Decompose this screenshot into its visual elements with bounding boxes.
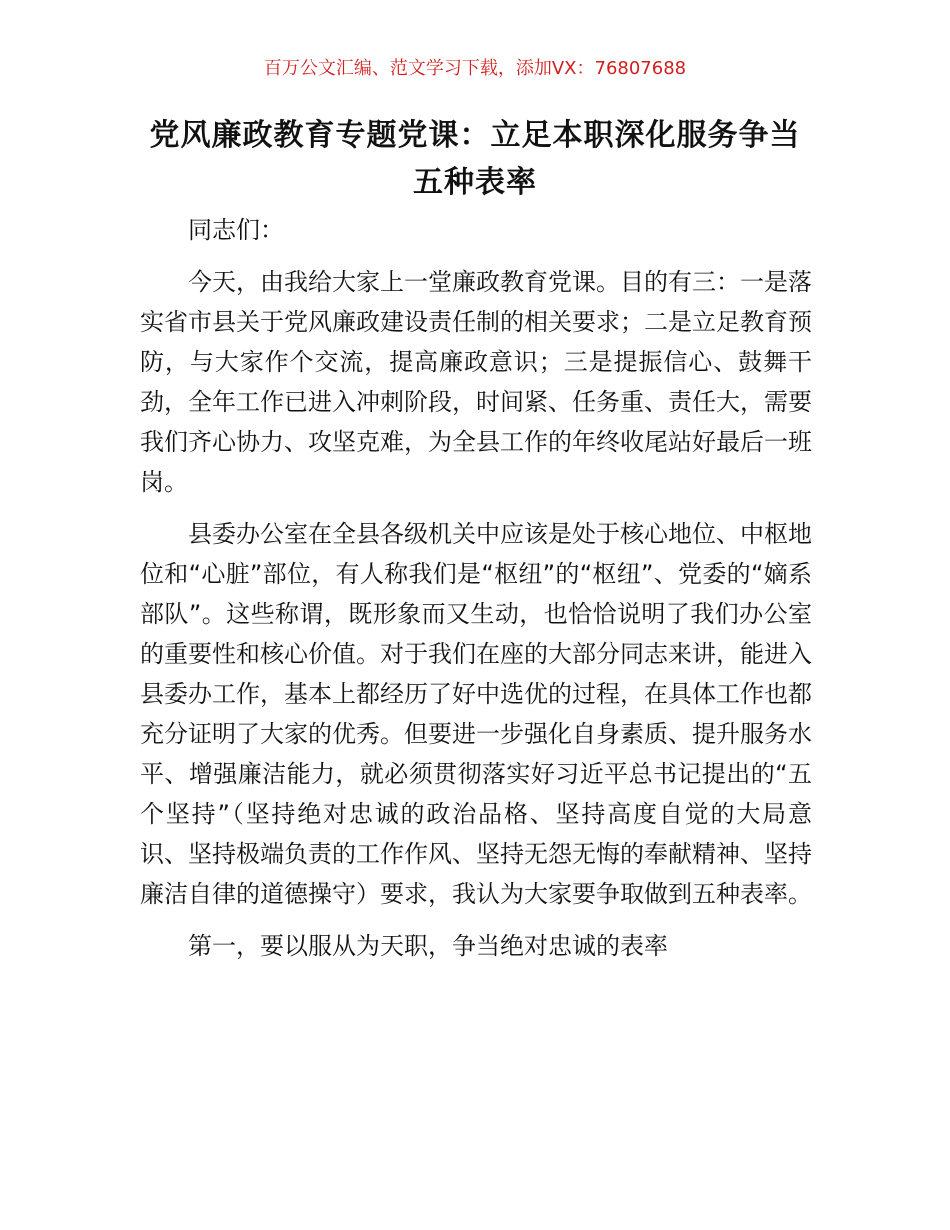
paragraph-1: 今天，由我给大家上一堂廉政教育党课。目的有三：一是落实省市县关于党风廉政建设责任制的相关要求；二是立足教育预防，与大家作个交流，提高廉政意识；三是提振信心、鼓舞干劲，全年工作已进入冲刺阶段，时间紧、任务重、责任大，需要我们齐心协力、攻坚克难，为全县工作的年终收尾站好最后一班岗。 (140, 268, 812, 496)
header-note: 百万公文汇编、范文学习下载，添加VX：76807688 (263, 58, 687, 79)
section-heading-1: 第一，要以服从为天职，争当绝对忠诚的表率 (188, 932, 668, 960)
paragraph-2: 县委办公室在全县各级机关中应该是处于核心地位、中枢地位和“心脏”部位，有人称我们是“枢纽”的“枢纽”、党委的“嫡系部队”。这些称谓，既形象而又生动，也恰恰说明了我们办公室的重要性和核心价值。对于我们在座的大部分同志来讲，能进入县委办工作，基本上都经历了好中选优的过程，在具体工作也都充分证明了大家的优秀。但要进一步强化自身素质、提升服务水平、增强廉洁能力，就必须贯彻落实好习近平总书记提出的“五个坚持”（坚持绝对忠诚的政治品格、坚持高度自觉的大局意识、坚持极端负责的工作作风、坚持无怨无悔的奉献精神、坚持廉洁自律的道德操守）要求，我认为大家要争取做到五种表率。 (140, 520, 812, 908)
document-title: 党风廉政教育专题党课：立足本职深化服务争当五种表率 (149, 118, 801, 200)
salutation: 同志们： (188, 216, 284, 244)
document-body (140, 210, 812, 978)
